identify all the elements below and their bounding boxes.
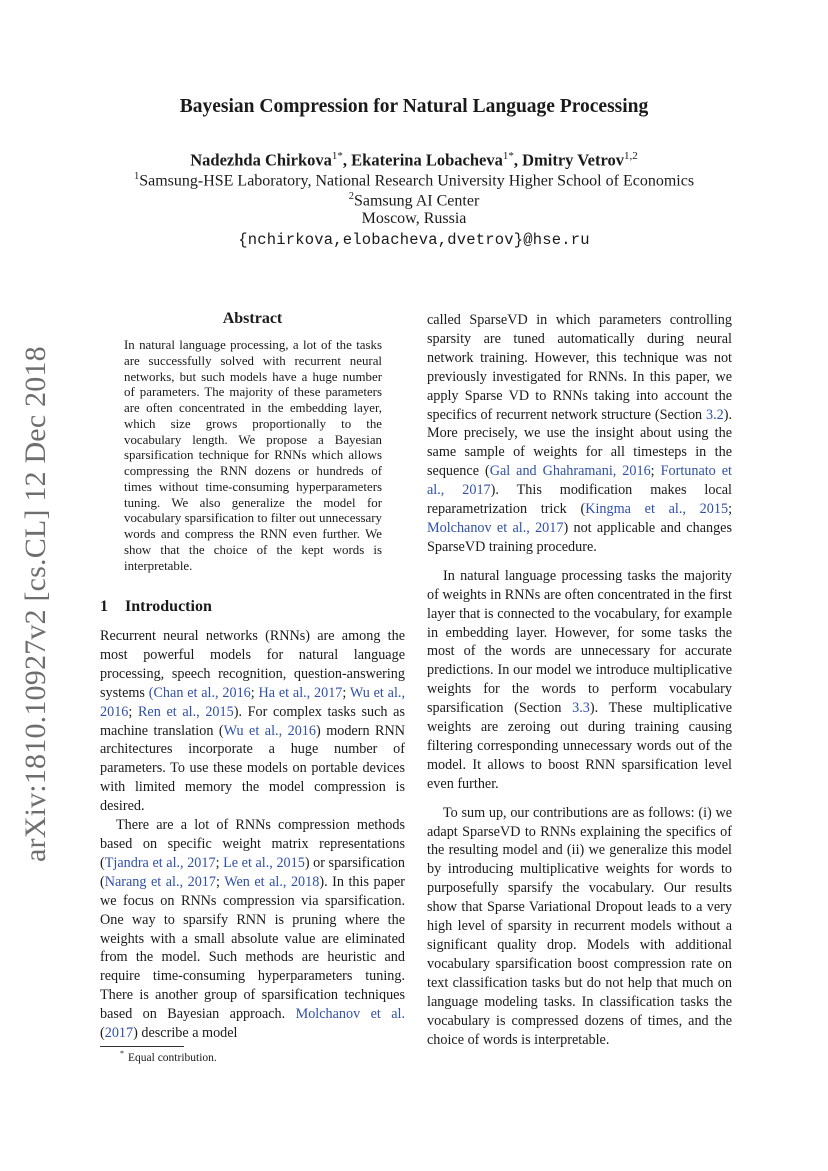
citation-link[interactable]: Wen et al., 2018: [224, 873, 320, 890]
author-name: Nadezhda Chirkova: [190, 150, 332, 170]
body-text: In natural language processing tasks the majority of weights in RNNs are often concentrated in the first layer that is connected to the vocabulary, for example in embedding layer. However, for some tasks the most of the words are unnecessary for accurate predictions. In our model we introduce multiplicative weights for the words to perform vocabulary sparsification (Section: [427, 567, 732, 717]
body-text: ) describe a model: [133, 1025, 238, 1042]
intro-paragraph-1: [100, 627, 405, 816]
paper-title: Bayesian Compression for Natural Language Processing: [179, 96, 649, 117]
body-text: To sum up, our contributions are as follows: (i) we adapt SparseVD to RNNs explaining the specifics of the resulting model and (ii) we generalize this model by introducing multiplicative weights for words to purposefully sparsify the vocabulary. Our results show that Sparse Variational Dropout leads to a very high level of sparsity in recurrent models without a significant quality drop. Models with additional vocabulary sparsification boost compression rate on text classification tasks but do not help that much on language modeling tasks. In classification tasks the vocabulary is compressed dozens of times, and the choice of words is interpretable.: [427, 804, 732, 1048]
intro-paragraph-2: [100, 816, 405, 1043]
left-column-body: [100, 627, 405, 1043]
citation-link[interactable]: Molchanov et al., 2017: [427, 519, 564, 536]
citation-link[interactable]: Gal and Ghahramani, 2016: [489, 463, 651, 480]
abstract-heading: Abstract: [222, 310, 283, 327]
section-number: 1: [100, 598, 108, 615]
body-text: Recurrent neural networks (RNNs) are among the most powerful models for natural language processing, speech recognition, question-answering systems: [100, 628, 405, 701]
citation-link[interactable]: Wu et al., 2016: [223, 722, 316, 739]
citation-link[interactable]: Le et al., 2015: [223, 854, 305, 871]
affiliation-line-1: [0, 171, 828, 190]
body-text: ;: [215, 854, 224, 871]
section-heading-introduction: [100, 598, 212, 616]
body-text: ). For complex tasks such as machine translation (: [100, 703, 405, 739]
citation-link[interactable]: Fortunato et al., 2017: [427, 463, 733, 499]
affiliation-line-2: [0, 191, 828, 210]
body-text: ;: [250, 684, 259, 701]
citation-link[interactable]: Kingma et al., 2015: [585, 501, 729, 518]
footnote: [120, 1049, 217, 1064]
body-text: ). These multiplicative weights are zeroing out during training causing filtering corresponding unnecessary words out of the model. It allows to boost RNN sparsification level even further.: [427, 700, 732, 792]
body-text: called SparseVD in which parameters controlling sparsity are tuned automatically during neural network training. However, this technique was not previously investigated for RNNs. In this paper, we apply Sparse VD to RNNs taking into account the specifics of recurrent network structure (Section: [427, 312, 732, 423]
body-text: ;: [342, 684, 350, 701]
affiliation-location: Moscow, Russia: [361, 210, 467, 227]
citation-link[interactable]: Molchanov et al.: [295, 1006, 405, 1023]
right-column-body: [427, 311, 732, 1049]
body-text: ) modern RNN architectures incorporate a huge number of parameters. To use these models on portable devices with limited memory the model compression is desired.: [100, 722, 405, 815]
body-text: ;: [215, 873, 225, 890]
citation-link[interactable]: (Chan et al., 2016: [148, 684, 251, 701]
citation-link[interactable]: Ren et al., 2015: [137, 703, 234, 720]
citation-link[interactable]: 2017: [104, 1025, 134, 1042]
author-name: , Ekaterina Lobacheva: [342, 150, 503, 170]
affiliation-mark: 1: [133, 171, 140, 182]
author-affiliation-mark: 1*: [331, 150, 343, 162]
body-text: ). This modification makes local reparametrization trick (: [427, 482, 732, 518]
body-text: ). In this paper we focus on RNNs compression via sparsification. One way to sparsify RNN is pruning where the weights with a small absolute value are eliminated from the model. Such methods are heuristic and require time-consuming hyperparameters tuning. There is another group of sparsification techniques based on Bayesian approach.: [100, 873, 405, 1023]
body-text: ;: [728, 501, 733, 518]
author-affiliation-mark: 1,2: [624, 150, 638, 162]
citation-link[interactable]: Ha et al., 2017: [258, 684, 343, 701]
arxiv-identifier-stamp: arXiv:1810.10927v2 [cs.CL] 12 Dec 2018: [19, 346, 52, 862]
body-text: ) not applicable and changes SparseVD training procedure.: [427, 519, 732, 555]
intro-paragraph-vocabulary: [427, 567, 732, 794]
citation-link[interactable]: Narang et al., 2017: [104, 873, 216, 890]
intro-paragraph-contributions: [427, 804, 732, 1050]
affiliation-text: Samsung AI Center: [353, 192, 480, 210]
author-emails: {nchirkova,elobacheva,dvetrov}@hse.ru: [238, 231, 590, 249]
citation-link[interactable]: Wu et al., 2016: [100, 684, 405, 720]
affiliation-mark: 2: [348, 191, 354, 202]
section-ref-link[interactable]: 3.2: [705, 406, 724, 423]
body-text: ;: [128, 703, 138, 720]
section-title: Introduction: [125, 598, 212, 615]
section-ref-link[interactable]: 3.3: [572, 700, 590, 717]
affiliation-text: Samsung-HSE Laboratory, National Research University Higher School of Economics: [139, 172, 695, 190]
body-text: ;: [650, 463, 661, 480]
body-text: ) or sparsification (: [100, 854, 405, 890]
body-text: (: [100, 1025, 105, 1042]
body-text: ). More precisely, we use the insight about using the same sample of weights for all timesteps in the sequence (: [427, 406, 732, 480]
footnote-rule: [100, 1046, 184, 1047]
citation-link[interactable]: Tjandra et al., 2017: [104, 854, 216, 871]
footnote-mark: *: [120, 1049, 124, 1058]
abstract-text: In natural language processing, a lot of the tasks are successfully solved with recurrent neural networks, but such models have a huge number of parameters. The majority of these parameters are often concentrated in the embedding layer, which size grows proportionally to the vocabulary length. We propose a Bayesian sparsification technique for RNNs which allows compressing the RNN dozens or hundreds of times without time-consuming hyperparameters tuning. We also generalize the model for vocabulary sparsification to filter out unnecessary words and compress the RNN even further. We show that the choice of the kept words is interpretable.: [124, 338, 382, 573]
footnote-text: Equal contribution.: [128, 1051, 217, 1064]
body-text: There are a lot of RNNs compression methods based on specific weight matrix representations (: [100, 817, 405, 871]
intro-paragraph-continued: [427, 311, 732, 557]
author-name: , Dmitry Vetrov: [513, 150, 624, 170]
author-list: [0, 150, 828, 171]
author-affiliation-mark: 1*: [502, 150, 514, 162]
